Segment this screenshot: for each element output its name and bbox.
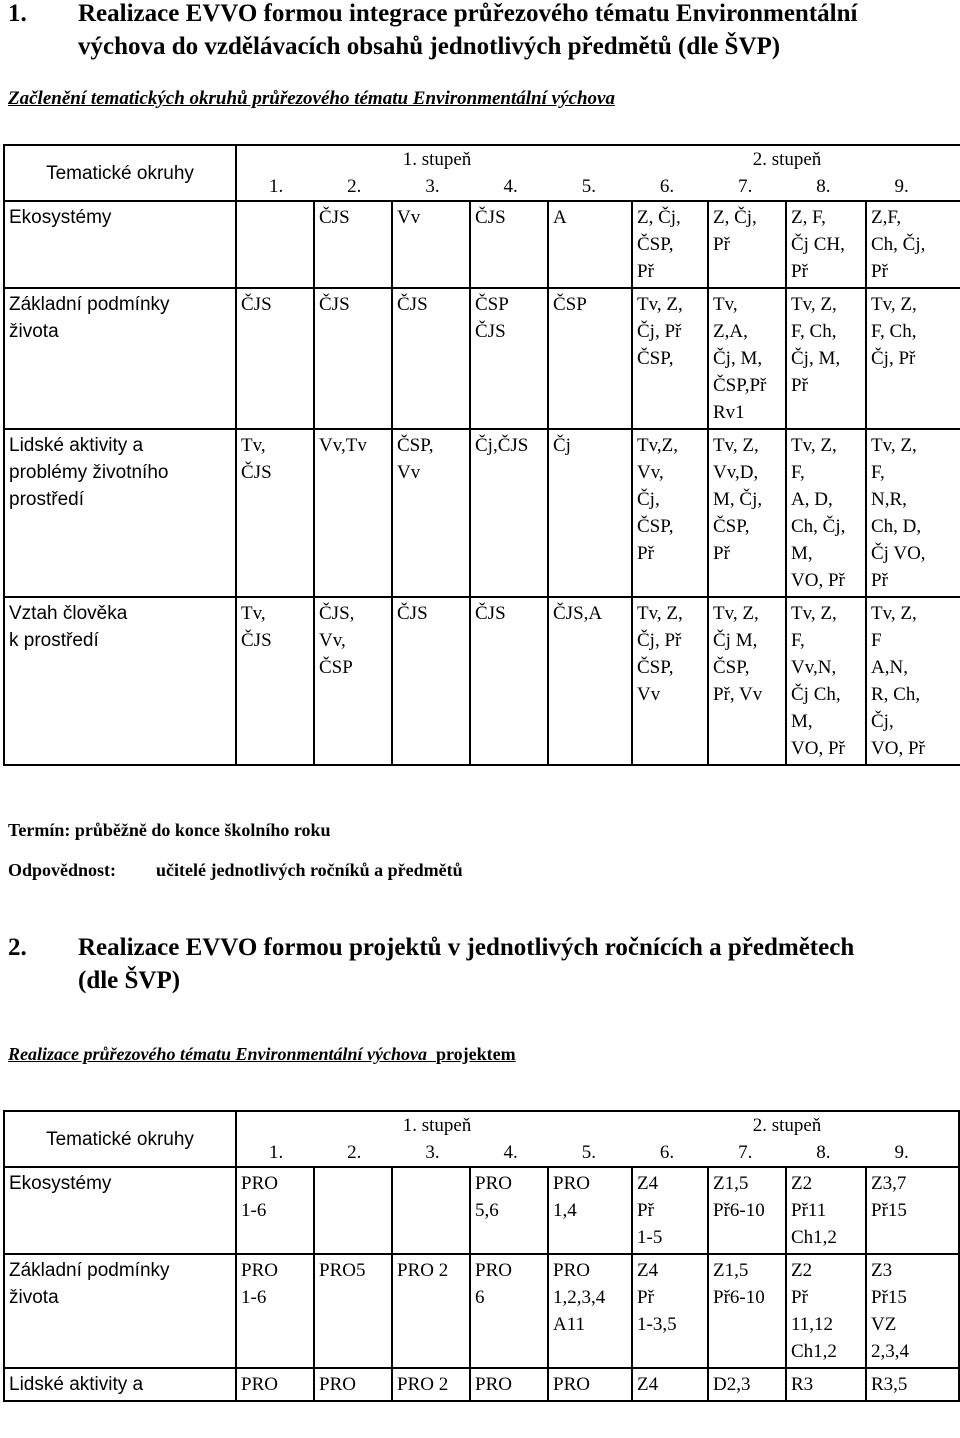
subject-cell: Z4 Př 1-3,5 bbox=[632, 1254, 708, 1368]
header-row bbox=[4, 145, 960, 201]
grade-row bbox=[237, 173, 960, 200]
subject-cell: Z2 Př11 Ch1,2 bbox=[786, 1167, 866, 1254]
subject-cell: Tv, Z, F, N,R, Ch, D, Čj VO, Př bbox=[866, 429, 960, 597]
section2-subtitle-plain: projektem bbox=[436, 1044, 516, 1064]
grade-label: 8. bbox=[816, 1142, 831, 1163]
header-label: Tematické okruhy bbox=[4, 145, 236, 201]
subject-cell: ČJS, Vv, ČSP bbox=[314, 597, 392, 765]
section1-subtitle: Začlenění tematických okruhů průřezového tématu Environmentální výchova bbox=[8, 88, 615, 109]
header-row bbox=[4, 1111, 959, 1167]
stage1-label: 1. stupeň bbox=[402, 149, 472, 170]
subject-cell: Tv, Z, Čj M, ČSP, Př, Vv bbox=[708, 597, 786, 765]
subject-cell: Čj bbox=[548, 429, 632, 597]
subject-cell: Z,F, Ch, Čj, Př bbox=[866, 201, 960, 288]
subject-cell: PRO 1,2,3,4 A11 bbox=[548, 1254, 632, 1368]
subject-cell: PRO 6 bbox=[470, 1254, 548, 1368]
topic-cell: Ekosystémy bbox=[4, 201, 236, 288]
grade-label: 1. bbox=[268, 176, 284, 197]
grade-row bbox=[237, 1139, 958, 1166]
subject-cell: R3,5 bbox=[866, 1368, 959, 1401]
integration-table bbox=[3, 144, 960, 766]
subject-cell: A bbox=[548, 201, 632, 288]
subject-cell: ČSP ČJS bbox=[470, 288, 548, 429]
subject-cell: Tv, Z, Čj, Př ČSP, bbox=[632, 288, 708, 429]
subject-cell: Z2 Př 11,12 Ch1,2 bbox=[786, 1254, 866, 1368]
topic-cell: Základní podmínky života bbox=[4, 288, 236, 429]
topic-cell: Lidské aktivity a problémy životního prostředí bbox=[4, 429, 236, 597]
subject-cell: Vv,Tv bbox=[314, 429, 392, 597]
grade-label: 4. bbox=[503, 1142, 518, 1163]
table-row bbox=[4, 1167, 959, 1254]
subject-cell: Tv, ČJS bbox=[236, 597, 314, 765]
subject-cell: Tv, Z, F, Ch, Čj, Př bbox=[866, 288, 960, 429]
topic-cell: Ekosystémy bbox=[4, 1167, 236, 1254]
subject-cell bbox=[314, 1167, 392, 1254]
section2-title-line2: (dle ŠVP) bbox=[78, 967, 181, 994]
subject-cell: Tv, Z, F, Vv,N, Čj Ch, M, VO, Př bbox=[786, 597, 866, 765]
table-row bbox=[4, 597, 960, 765]
grade-label: 2. bbox=[347, 176, 362, 197]
stage1-label: 1. stupeň bbox=[402, 1115, 472, 1136]
stage-row bbox=[237, 1112, 958, 1139]
subject-cell: ČJS,A bbox=[548, 597, 632, 765]
grade-label: 7. bbox=[738, 176, 753, 197]
responsibility-text bbox=[8, 860, 463, 881]
subject-cell: Z, Čj, Př bbox=[708, 201, 786, 288]
subject-cell: Z1,5 Př6-10 bbox=[708, 1167, 786, 1254]
grade-label: 1. bbox=[268, 1142, 284, 1163]
responsibility-label: Odpovědnost: bbox=[8, 860, 117, 880]
subject-cell: PRO 1-6 bbox=[236, 1167, 314, 1254]
table-row bbox=[4, 429, 960, 597]
grade-header bbox=[236, 145, 960, 201]
stage-row bbox=[237, 146, 960, 173]
subject-cell: ČJS bbox=[236, 288, 314, 429]
stage2-label: 2. stupeň bbox=[752, 149, 822, 170]
grade-label: 5. bbox=[581, 1142, 596, 1163]
subject-cell: Z4 Př 1-5 bbox=[632, 1167, 708, 1254]
subject-cell bbox=[236, 201, 314, 288]
subject-cell: Čj,ČJS bbox=[470, 429, 548, 597]
subject-cell: PRO 2 bbox=[392, 1368, 470, 1401]
topic-cell: Lidské aktivity a bbox=[4, 1368, 236, 1401]
subject-cell: D2,3 bbox=[708, 1368, 786, 1401]
subject-cell: Z, Čj, ČSP, Př bbox=[632, 201, 708, 288]
subject-cell: ČJS bbox=[392, 288, 470, 429]
responsibility-value: učitelé jednotlivých ročníků a předmětů bbox=[156, 860, 463, 880]
subject-cell: ČJS bbox=[314, 288, 392, 429]
grade-label: 6. bbox=[659, 1142, 675, 1163]
table-row bbox=[4, 288, 960, 429]
section1-heading bbox=[8, 0, 958, 63]
grade-label: 4. bbox=[503, 176, 518, 197]
subject-cell: Tv, Z, F A,N, R, Ch, Čj, VO, Př bbox=[866, 597, 960, 765]
subject-cell: PRO bbox=[314, 1368, 392, 1401]
grade-header bbox=[236, 1111, 959, 1167]
subject-cell: Z3,7 Př15 bbox=[866, 1167, 959, 1254]
grade-label: 9. bbox=[894, 176, 909, 197]
grade-label: 3. bbox=[425, 176, 440, 197]
grade-label: 8. bbox=[816, 176, 831, 197]
subject-cell: ČJS bbox=[314, 201, 392, 288]
subject-cell: Tv, Z,A, Čj, M, ČSP,Př Rv1 bbox=[708, 288, 786, 429]
stage2-label: 2. stupeň bbox=[752, 1115, 822, 1136]
subject-cell: Z4 bbox=[632, 1368, 708, 1401]
section2-title-line1: Realizace EVVO formou projektů v jednotlivých ročnících a předmětech bbox=[78, 934, 855, 961]
grade-label: 5. bbox=[581, 176, 596, 197]
topic-cell: Vztah člověka k prostředí bbox=[4, 597, 236, 765]
subject-cell: Z1,5 Př6-10 bbox=[708, 1254, 786, 1368]
section2-subtitle-italic: Realizace průřezového tématu Environmentální výchova bbox=[8, 1044, 427, 1064]
subject-cell: ČJS bbox=[470, 201, 548, 288]
section1-title-line1: Realizace EVVO formou integrace průřezového tématu Environmentální bbox=[78, 0, 858, 27]
table-row bbox=[4, 1254, 959, 1368]
subject-cell: ČSP, Vv bbox=[392, 429, 470, 597]
subject-cell bbox=[392, 1167, 470, 1254]
subject-cell: Tv, Z, Čj, Př ČSP, Vv bbox=[632, 597, 708, 765]
grade-label: 9. bbox=[894, 1142, 909, 1163]
subject-cell: Tv, Z, F, Ch, Čj, M, Př bbox=[786, 288, 866, 429]
subject-cell: R3 bbox=[786, 1368, 866, 1401]
subject-cell: Tv, Z, Vv,D, M, Čj, ČSP, Př bbox=[708, 429, 786, 597]
section2-number: 2. bbox=[8, 934, 27, 961]
subject-cell: Tv, Z, F, A, D, Ch, Čj, M, VO, Př bbox=[786, 429, 866, 597]
grade-label: 3. bbox=[425, 1142, 440, 1163]
subject-cell: Tv, ČJS bbox=[236, 429, 314, 597]
subject-cell: ČJS bbox=[392, 597, 470, 765]
projects-table bbox=[3, 1110, 960, 1402]
subject-cell: PRO 1-6 bbox=[236, 1254, 314, 1368]
section2-heading bbox=[8, 931, 958, 997]
grade-label: 7. bbox=[738, 1142, 753, 1163]
deadline-text: Termín: průběžně do konce školního roku bbox=[8, 820, 331, 840]
section2-subtitle bbox=[8, 1044, 516, 1065]
subject-cell: Z, F, Čj CH, Př bbox=[786, 201, 866, 288]
subject-cell: Z3 Př15 VZ 2,3,4 bbox=[866, 1254, 959, 1368]
grade-label: 6. bbox=[659, 176, 675, 197]
subject-cell: ČJS bbox=[470, 597, 548, 765]
subject-cell: PRO 2 bbox=[392, 1254, 470, 1368]
subject-cell: Vv bbox=[392, 201, 470, 288]
subject-cell: PRO5 bbox=[314, 1254, 392, 1368]
topic-cell: Základní podmínky života bbox=[4, 1254, 236, 1368]
header-label: Tematické okruhy bbox=[4, 1111, 236, 1167]
subject-cell: PRO 1,4 bbox=[548, 1167, 632, 1254]
table-row bbox=[4, 1368, 959, 1401]
subject-cell: Tv,Z, Vv, Čj, ČSP, Př bbox=[632, 429, 708, 597]
subject-cell: PRO bbox=[548, 1368, 632, 1401]
subject-cell: ČSP bbox=[548, 288, 632, 429]
subject-cell: PRO 5,6 bbox=[470, 1167, 548, 1254]
grade-label: 2. bbox=[347, 1142, 362, 1163]
subject-cell: PRO bbox=[470, 1368, 548, 1401]
table-row bbox=[4, 201, 960, 288]
section1-title-line2: výchova do vzdělávacích obsahů jednotlivých předmětů (dle ŠVP) bbox=[78, 33, 781, 60]
subject-cell: PRO bbox=[236, 1368, 314, 1401]
section1-number: 1. bbox=[8, 0, 27, 27]
